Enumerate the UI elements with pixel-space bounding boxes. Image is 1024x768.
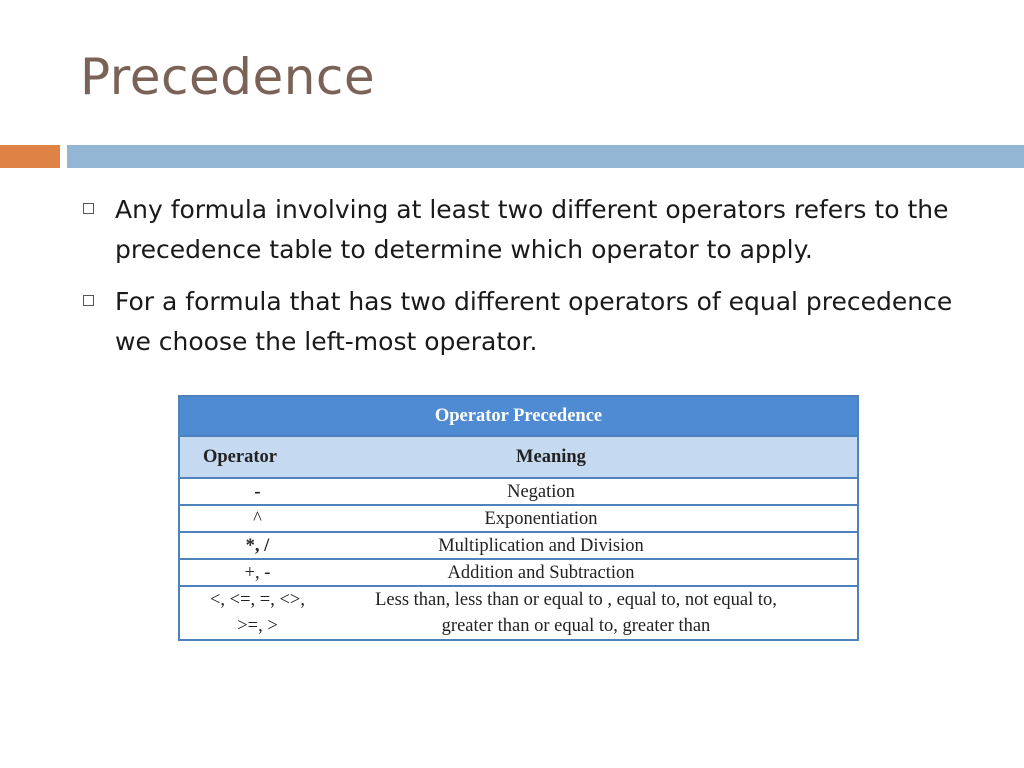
operator-line: >=, >: [237, 616, 278, 636]
bullet-list: [80, 190, 990, 374]
operator-precedence-table: [178, 395, 859, 641]
bullet-item: [80, 282, 990, 362]
operator-cell: +, -: [179, 559, 335, 586]
operator-line: <, <=, =, <>,: [210, 590, 305, 610]
accent-bar-blue: [67, 145, 1024, 168]
operator-cell: *, /: [179, 532, 335, 559]
column-header-meaning: Meaning: [335, 436, 858, 478]
table-row: [179, 532, 858, 559]
table-caption: Operator Precedence: [179, 396, 858, 436]
operator-cell: [179, 586, 335, 640]
bullet-text: For a formula that has two different operators of equal precedence we choose the left-most operator.: [115, 287, 953, 356]
table-row: [179, 586, 858, 640]
square-bullet-icon: [83, 295, 94, 306]
column-header-operator: Operator: [179, 436, 335, 478]
table-row: [179, 505, 858, 532]
table-row: [179, 559, 858, 586]
table-header-row: [179, 436, 858, 478]
square-bullet-icon: [83, 203, 94, 214]
table-caption-row: [179, 396, 858, 436]
bullet-item: [80, 190, 990, 270]
meaning-cell: [335, 586, 858, 640]
bullet-text: Any formula involving at least two different operators refers to the precedence table to determine which operator to apply.: [115, 195, 949, 264]
table-row: [179, 478, 858, 505]
meaning-cell: Addition and Subtraction: [335, 559, 858, 586]
operator-cell: -: [179, 478, 335, 505]
slide-title: Precedence: [80, 48, 376, 106]
operator-cell: ^: [179, 505, 335, 532]
accent-bar-orange: [0, 145, 60, 168]
meaning-cell: Negation: [335, 478, 858, 505]
meaning-line: Less than, less than or equal to , equal to, not equal to,: [375, 590, 777, 610]
meaning-cell: Multiplication and Division: [335, 532, 858, 559]
meaning-line: greater than or equal to, greater than: [441, 616, 711, 636]
meaning-cell: Exponentiation: [335, 505, 858, 532]
